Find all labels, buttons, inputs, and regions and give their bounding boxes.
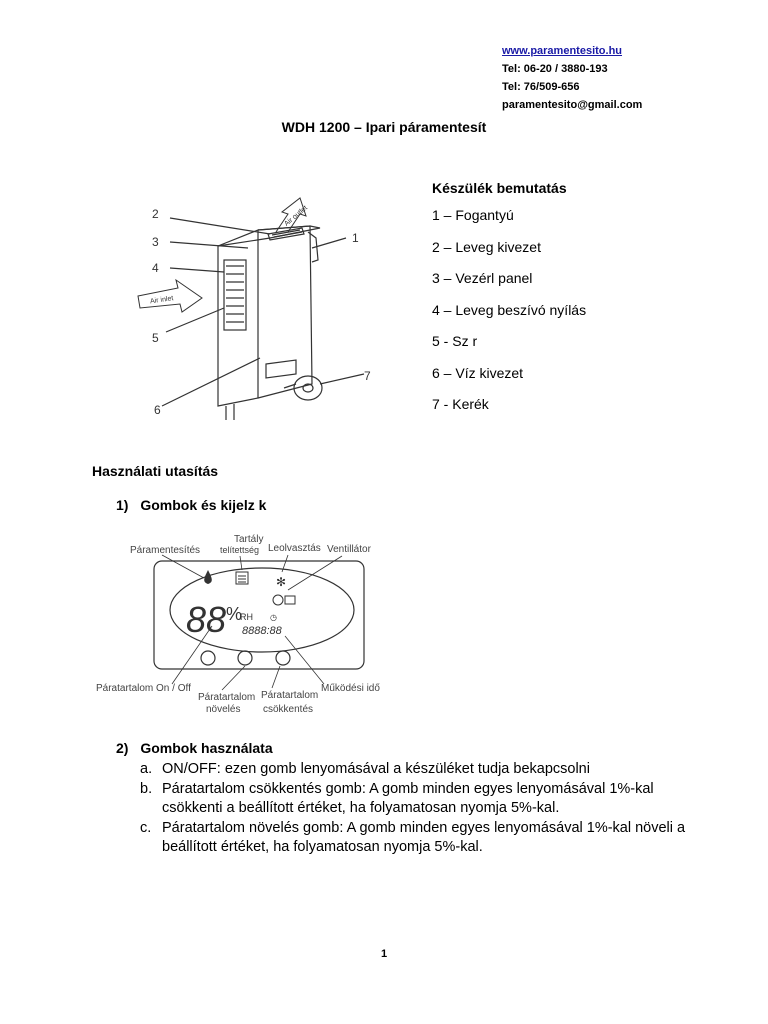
document-title: WDH 1200 – Ipari páramentesít: [281, 119, 487, 135]
label-increase-1: Páratartalom: [198, 692, 256, 703]
callout-3: 3: [152, 235, 159, 249]
button-increase[interactable]: [238, 651, 252, 665]
list-item: [140, 819, 700, 858]
parts-item: 4 – Leveg beszívó nyílás: [432, 301, 587, 318]
callout-1: 1: [352, 231, 359, 245]
snowflake-icon: ✻: [276, 575, 287, 589]
button-onoff[interactable]: [201, 651, 215, 665]
section-1-title: Gombok és kijelz k: [140, 497, 267, 513]
section-2-number: 2): [116, 740, 129, 756]
list-marker: b.: [140, 780, 153, 797]
humidity-digits: 88: [186, 599, 227, 640]
phone-1: Tel: 06-20 / 3880-193: [502, 63, 608, 75]
buttons-usage-list: [140, 760, 700, 858]
parts-item: 7 - Kerék: [432, 396, 489, 412]
parts-item: 3 – Vezérl panel: [432, 270, 533, 286]
list-marker: c.: [140, 819, 152, 836]
callout-2: 2: [152, 207, 159, 221]
label-dehumidify: Páramentesítés: [130, 545, 201, 556]
dehumidifier-drawing: [138, 198, 364, 420]
section-1-heading: [116, 497, 266, 513]
label-runtime: Működési idő: [321, 683, 380, 694]
parts-item: 5 - Sz r: [432, 333, 478, 349]
website-link[interactable]: www.paramentesito.hu: [502, 45, 623, 57]
parts-heading: Készülék bemutatás: [432, 180, 567, 196]
section-2-heading: [116, 740, 273, 756]
parts-item: 6 – Víz kivezet: [432, 364, 524, 381]
list-text: ON/OFF: ezen gomb lenyomásával a készüléket tudja bekapcsolni: [162, 761, 590, 777]
list-text: Páratartalom csökkentés gomb: A gomb minden egyes lenyomásával 1%-kal csökkenti a beállított értéket, ha folyamatosan nyomja 5%-kal.: [162, 780, 654, 816]
label-fan: Ventillátor: [327, 544, 371, 555]
label-decrease-2: csökkentés: [263, 704, 314, 715]
label-tank-1: Tartály: [234, 534, 264, 545]
callout-5: 5: [152, 331, 159, 345]
callout-7: 7: [364, 369, 371, 383]
device-illustration: [120, 188, 390, 420]
label-increase-2: növelés: [206, 704, 241, 715]
parts-item: 2 – Leveg kivezet: [432, 238, 541, 255]
control-panel-diagram: [92, 528, 402, 724]
water-drop-icon: [204, 570, 212, 584]
air-outlet-label: Air outlet: [283, 204, 309, 228]
rh-label: RH: [240, 612, 253, 622]
callout-4: 4: [152, 261, 159, 275]
list-item: [140, 760, 700, 780]
list-marker: a.: [140, 761, 153, 777]
email: paramentesito@gmail.com: [502, 99, 643, 111]
fan-icon: [273, 595, 283, 605]
percent-sign: %: [226, 604, 243, 624]
time-digits: 8888:88: [242, 625, 282, 637]
label-tank-2: telítettség: [220, 545, 260, 555]
section-1-number: 1): [116, 497, 129, 513]
label-onoff: Páratartalom On / Off: [96, 683, 191, 694]
list-text: Páratartalom növelés gomb: A gomb minden egyes lenyomásával 1%-kal növeli a beállított értéket, ha folyamatosan nyomja 5%-kal.: [162, 819, 686, 855]
label-decrease-1: Páratartalom: [261, 690, 319, 701]
contact-block: [502, 42, 642, 114]
parts-section: [432, 180, 586, 428]
list-item: [140, 780, 700, 819]
callout-6: 6: [154, 403, 161, 417]
label-defrost: Leolvasztás: [268, 543, 321, 554]
air-inlet-label: Air inlet: [149, 295, 174, 306]
section-2-title: Gombok használata: [140, 740, 273, 756]
parts-item: 1 – Fogantyú: [432, 207, 514, 223]
phone-2: Tel: 76/509-656: [502, 81, 580, 93]
clock-icon: ◷: [270, 613, 277, 622]
page-number: 1: [380, 948, 388, 960]
usage-heading: Használati utasítás: [92, 463, 219, 479]
button-decrease[interactable]: [276, 651, 290, 665]
